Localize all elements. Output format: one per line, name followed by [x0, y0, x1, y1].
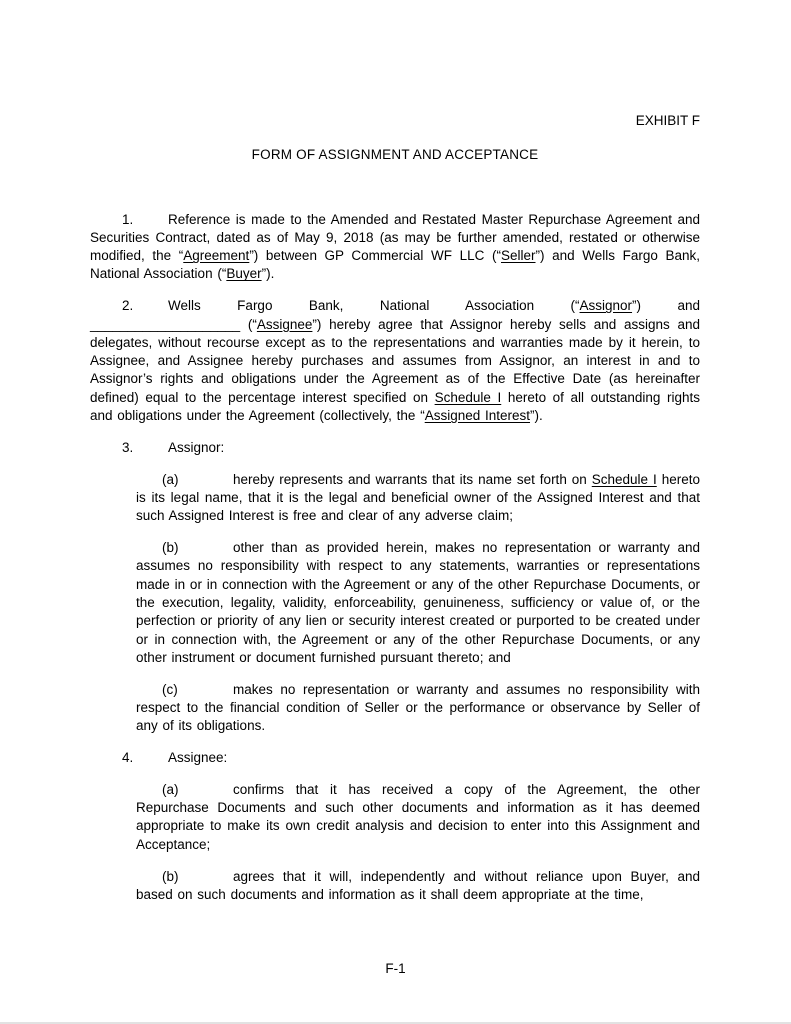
defined-term: Schedule I	[591, 471, 657, 487]
defined-term: Assignee	[256, 316, 313, 332]
assignee-name-blank: ____________________	[90, 316, 241, 332]
paragraph-b	[136, 868, 700, 905]
page-number: F-1	[385, 961, 406, 976]
text-run: confirms that it has received a copy of the Agreement, the other Repurchase Documents and such other documents and information as it has deemed appropriate to make its own credit analysis and decision to enter into this Assignment and Acceptance;	[136, 781, 700, 852]
text-run: hereby agree that Assignor hereby sells and assigns and delegates, without recourse except as to the representations and warranties made by it herein, to Assignee, and Assignee hereby purchases and assumes from Assignor, an interest in and to Assignor’s rights and obligations under the Agreement as of the Effective Date (as hereinafter defined) equal to the percentage interest specified on	[90, 316, 700, 405]
text-run: ”) between GP Commercial WF LLC (“	[249, 248, 501, 264]
paragraph-marker: (a)	[162, 781, 179, 797]
paragraph-4	[90, 749, 700, 767]
paragraph-marker: (a)	[162, 471, 179, 487]
paragraph-a	[136, 781, 700, 854]
paragraph-3	[90, 439, 700, 457]
paragraph-marker: 4.	[122, 750, 134, 766]
text-run: hereto is its legal name, that it is the legal and beneficial owner of the Assigned Interest and that such Assigned Interest is free and clear of any adverse claim;	[136, 471, 701, 524]
paragraph-marker: 3.	[122, 439, 134, 455]
paragraph-b	[136, 539, 700, 667]
exhibit-label: EXHIBIT F	[635, 113, 700, 128]
text-run: (“	[240, 316, 257, 332]
paragraph-marker: 1.	[122, 211, 134, 227]
paragraph-2	[90, 297, 700, 425]
text-run: Assignee:	[168, 750, 228, 766]
paragraph-c	[136, 681, 700, 736]
text-run: hereto of all outstanding rights and obligations under the Agreement (collectively, the “	[90, 389, 700, 424]
text-run: ”).	[530, 408, 543, 424]
text-run: agrees that it will, independently and without reliance upon Buyer, and based on such documents and information as it shall deem appropriate at the time,	[136, 868, 700, 902]
text-run: ”) and Wells Fargo Bank, National Association (“	[90, 248, 700, 282]
text-run: ”) and	[632, 298, 700, 314]
paragraph-a	[136, 471, 700, 526]
text-run: hereby represents and warrants that its name set forth on	[233, 471, 592, 487]
paragraph-marker: (c)	[162, 681, 178, 697]
defined-term: Seller	[501, 248, 536, 264]
document-content	[90, 112, 700, 918]
defined-term: Buyer	[226, 266, 262, 282]
defined-term: Schedule I	[434, 389, 502, 405]
paragraph-marker: (b)	[162, 540, 179, 556]
assignee-clause	[90, 317, 321, 332]
document-body	[90, 211, 700, 905]
text-run: ”).	[261, 266, 275, 282]
text-run: Assignor:	[168, 439, 225, 455]
text-run: makes no representation or warranty and assumes no responsibility with respect to the financial condition of Seller or the performance or observance by Seller of any of its obligations.	[136, 681, 700, 734]
paragraph-1	[90, 211, 700, 284]
text-run: Wells Fargo Bank, National Association (“	[168, 298, 580, 314]
text-run: Reference is made to the Amended and Restated Master Repurchase Agreement and Securities Contract, dated as of May 9, 2018 (as may be further amended, restated or otherwise modified, the “	[90, 211, 700, 264]
paragraph-marker: 2.	[122, 298, 134, 314]
defined-term: Assignor	[579, 298, 633, 314]
page-title: FORM OF ASSIGNMENT AND ACCEPTANCE	[251, 147, 539, 163]
text-run: other than as provided herein, makes no representation or warranty and assumes no responsibility with respect to any statements, warranties or representations made in or in connection with the Agreement or any of the other Repurchase Documents, or the execution, legality, validity, enforceability, genuineness, sufficiency or value of, or the perfection or priority of any lien or security interest created or purported to be created under or in connection with, the Agreement or any of the other Repurchase Documents, or any other instrument or document furnished pursuant thereto; and	[136, 540, 700, 665]
text-run: ”)	[312, 316, 322, 332]
paragraph-marker: (b)	[162, 868, 179, 884]
defined-term: Assigned Interest	[424, 408, 531, 424]
defined-term: Agreement	[183, 248, 250, 264]
